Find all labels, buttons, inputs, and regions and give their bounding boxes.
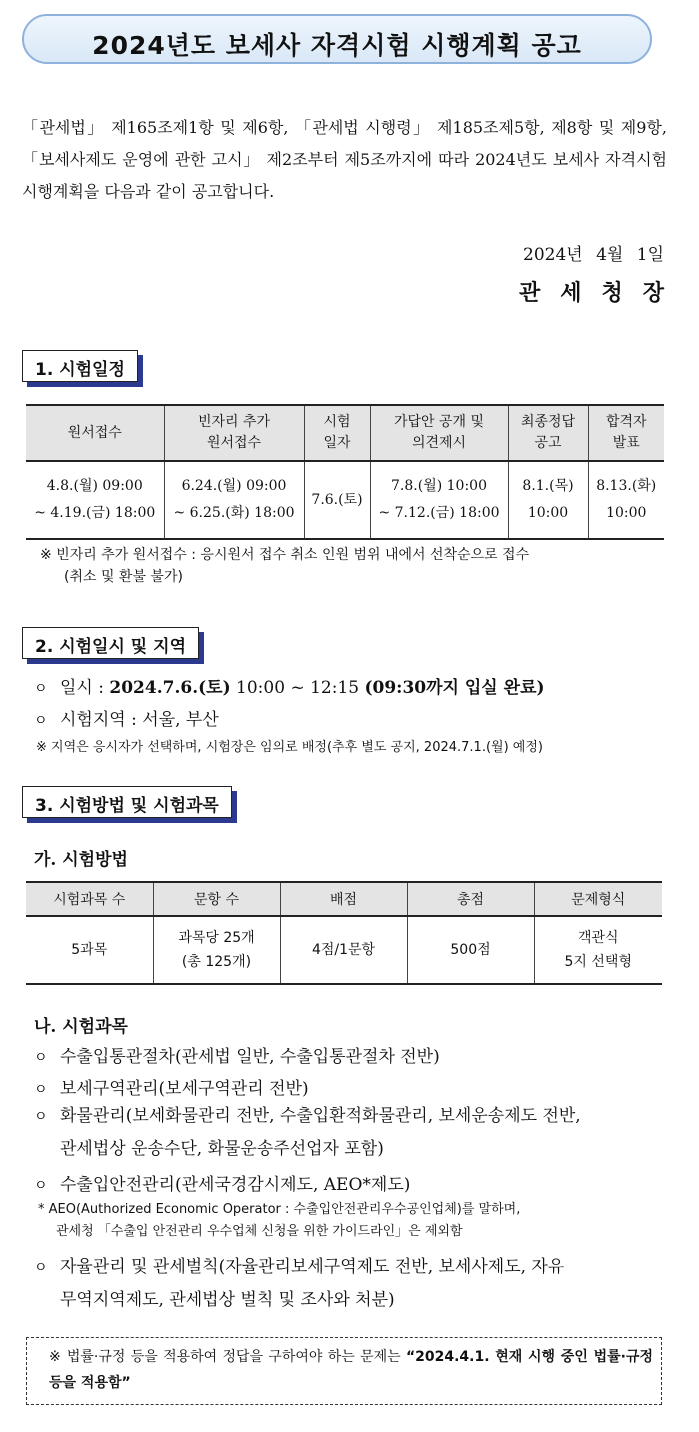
subjects-heading: 나. 시험과목: [34, 1017, 128, 1037]
subject-item: ㅇ 수출입안전관리(관세국경감시제도, AEO*제도): [34, 1175, 411, 1195]
region-note: ※ 지역은 응시자가 선택하며, 시험장은 임의로 배정(추후 별도 공지, 2024.7.1.(월) 예정): [36, 740, 543, 755]
header-additional-application: 빈자리 추가 원서접수: [164, 405, 304, 461]
method-heading: 가. 시험방법: [34, 850, 128, 870]
exam-region: ㅇ 시험지역 : 서울, 부산: [34, 710, 219, 730]
cell-application-period: 4.8.(월) 09:00 ~ 4.19.(금) 18:00: [26, 461, 164, 539]
method-header-row: [26, 882, 662, 916]
subject-item: ㅇ 자율관리 및 관세벌칙(자율관리보세구역제도 전반, 보세사제도, 자유 무역지역제도, 관세법상 벌칙 및 조사와 처분): [34, 1251, 564, 1316]
schedule-table: [26, 404, 664, 540]
final-note-emphasis: “2024.4.1. 현재 시행 중인 법률·규정 등을 적용함”: [49, 1349, 653, 1391]
cell-exam-date: 7.6.(토): [304, 461, 370, 539]
bullet-marker: ㅇ: [34, 1109, 48, 1125]
header-total: 총점: [407, 882, 534, 916]
schedule-header-row: [26, 405, 664, 461]
final-note-text: ※ 법률·규정 등을 적용하여 정답을 구하여야 하는 문제는: [49, 1349, 406, 1365]
cell-results-date: 8.13.(화) 10:00: [588, 461, 664, 539]
cell-points: 4점/1문항: [280, 916, 407, 984]
final-note-box: [26, 1337, 662, 1405]
bullet-marker: ㅇ: [34, 1260, 48, 1276]
header-question-count: 문항 수: [153, 882, 280, 916]
cell-provisional-period: 7.8.(월) 10:00 ~ 7.12.(금) 18:00: [370, 461, 508, 539]
section-3-heading: 3. 시험방법 및 시험과목: [22, 786, 232, 818]
bullet-marker: ㅇ: [34, 1050, 48, 1066]
header-results: 합격자 발표: [588, 405, 664, 461]
cell-subject-count: 5과목: [26, 916, 153, 984]
header-exam-date: 시험 일자: [304, 405, 370, 461]
title-banner: [22, 14, 652, 64]
bullet-marker: ㅇ: [34, 713, 48, 729]
section-1-heading: 1. 시험일정: [22, 350, 138, 382]
header-provisional-answers: 가답안 공개 및 의견제시: [370, 405, 508, 461]
intro-paragraph: 「관세법」 제165조제1항 및 제6항, 「관세법 시행령」 제185조제5항, 제8항 및 제9항, 「보세사제도 운영에 관한 고시」 제2조부터 제5조까지에 따라 2024년도 보세사 자격시험 시행계획을 다음과 같이 공고합니다.: [22, 118, 667, 201]
cell-question-count: 과목당 25개 (총 125개): [153, 916, 280, 984]
header-application: 원서접수: [26, 405, 164, 461]
organization-name: 관세청장: [518, 280, 684, 306]
method-data-row: [26, 916, 662, 984]
aeo-note: * AEO(Authorized Economic Operator : 수출입안전관리우수공인업체)를 말하며, 관세청 「수출입 안전관리 우수업체 신청을 위한 가이드라인」은 제외함: [38, 1202, 521, 1239]
method-table: [26, 881, 662, 985]
bullet-marker: ㅇ: [34, 1178, 48, 1194]
subject-item: ㅇ 수출입통관절차(관세법 일반, 수출입통관절차 전반): [34, 1047, 440, 1067]
announce-date: 2024년 4월 1일: [523, 245, 664, 265]
cell-total: 500점: [407, 916, 534, 984]
header-points: 배점: [280, 882, 407, 916]
exam-datetime: ㅇ 일시 : 2024.7.6.(토) 10:00 ~ 12:15 (09:30까지 입실 완료): [34, 678, 545, 698]
cell-additional-period: 6.24.(월) 09:00 ~ 6.25.(화) 18:00: [164, 461, 304, 539]
section-2-heading: 2. 시험일시 및 지역: [22, 627, 199, 659]
cell-format: 객관식 5지 선택형: [534, 916, 662, 984]
subject-item: ㅇ 보세구역관리(보세구역관리 전반): [34, 1079, 309, 1099]
header-format: 문제형식: [534, 882, 662, 916]
bullet-marker: ㅇ: [34, 681, 48, 697]
page-title: 2024년도 보세사 자격시험 시행계획 공고: [92, 31, 582, 60]
bullet-marker: ㅇ: [34, 1082, 48, 1098]
cell-final-answer-date: 8.1.(목) 10:00: [508, 461, 588, 539]
header-final-answers: 최종정답 공고: [508, 405, 588, 461]
subject-item: ㅇ 화물관리(보세화물관리 전반, 수출입환적화물관리, 보세운송제도 전반, 관세법상 운송수단, 화물운송주선업자 포함): [34, 1100, 581, 1165]
header-subject-count: 시험과목 수: [26, 882, 153, 916]
schedule-note: ※ 빈자리 추가 원서접수 : 응시원서 접수 취소 인원 범위 내에서 선착순으로 접수 (취소 및 환불 불가): [40, 547, 530, 585]
schedule-data-row: [26, 461, 664, 539]
